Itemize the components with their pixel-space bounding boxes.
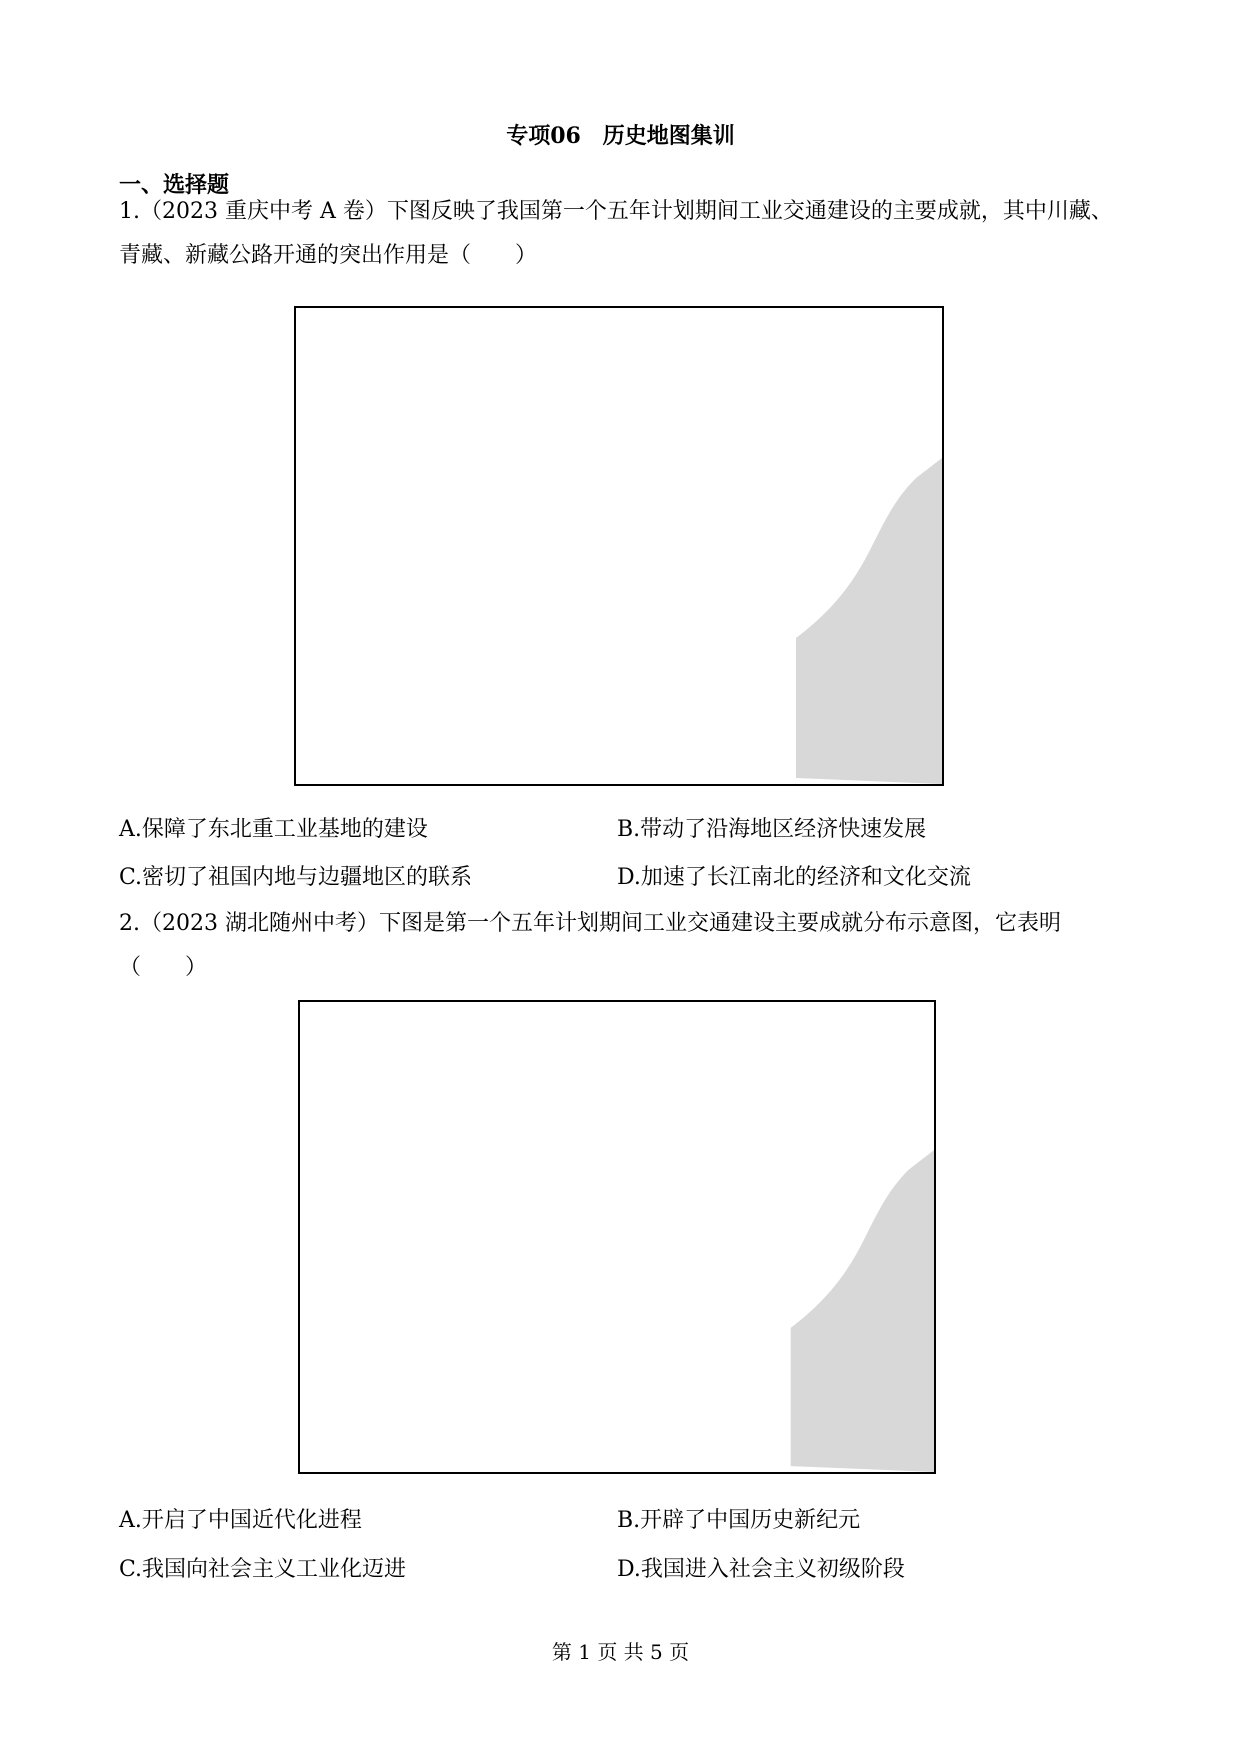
page-footer: 第 1 页 共 5 页 [551, 1640, 690, 1664]
q2-option-a[interactable]: A.开启了中国近代化进程 [119, 1508, 362, 1533]
china-map-1 [296, 308, 942, 784]
q2-option-b[interactable]: B.开辟了中国历史新纪元 [617, 1508, 861, 1533]
sea-area [791, 1150, 934, 1472]
china-map-2 [300, 1002, 934, 1472]
q1-option-b[interactable]: B.带动了沿海地区经济快速发展 [617, 817, 927, 842]
q2-option-c[interactable]: C.我国向社会主义工业化迈进 [119, 1557, 407, 1582]
sea-area [796, 458, 942, 784]
q1-option-d[interactable]: D.加速了长江南北的经济和文化交流 [617, 865, 971, 890]
q1-option-a[interactable]: A.保障了东北重工业基地的建设 [119, 817, 428, 842]
question-2-text: 2.（2023 湖北随州中考）下图是第一个五年计划期间工业交通建设主要成就分布示意图，它表明（ ） [119, 911, 1061, 980]
map-figure-1 [294, 306, 944, 786]
question-1-text: 1.（2023 重庆中考 A 卷）下图反映了我国第一个五年计划期间工业交通建设的主要成就，其中川藏、青藏、新藏公路开通的突出作用是（ ） [119, 199, 1113, 268]
section-heading: 一、选择题 [119, 172, 230, 198]
q2-option-d[interactable]: D.我国进入社会主义初级阶段 [617, 1557, 905, 1582]
q1-option-c[interactable]: C.密切了祖国内地与边疆地区的联系 [119, 865, 473, 890]
map-figure-2 [298, 1000, 936, 1474]
page-title: 专项06 历史地图集训 [506, 123, 735, 149]
